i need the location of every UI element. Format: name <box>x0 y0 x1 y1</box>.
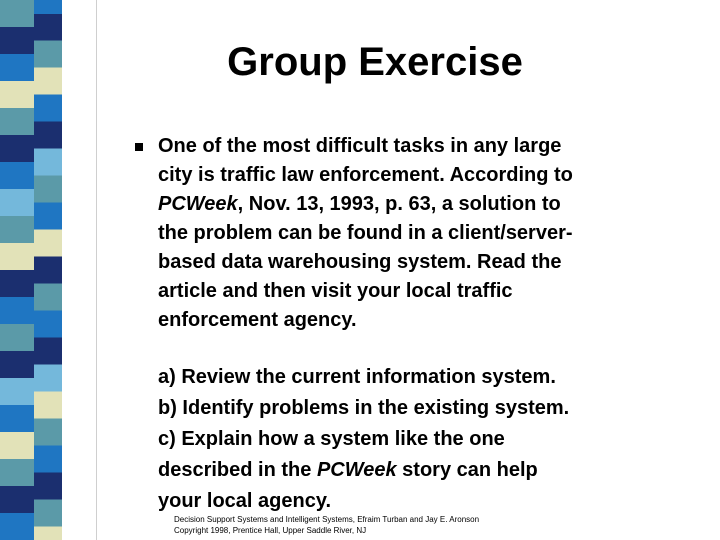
publication-name: PCWeek <box>158 193 238 215</box>
strip-block <box>34 257 62 285</box>
sub-item-b: b) Identify problems in the existing system. <box>158 397 570 419</box>
strip-block <box>0 243 34 271</box>
sub-item-a: a) Review the current information system. <box>158 366 556 388</box>
strip-block <box>0 0 34 28</box>
bullet-line: One of the most difficult tasks in any large <box>158 135 562 157</box>
strip-block <box>0 135 34 163</box>
strip-block <box>34 473 62 501</box>
strip-block <box>0 81 34 109</box>
strip-block <box>0 27 34 55</box>
strip-block <box>34 0 62 14</box>
bullet-square-icon <box>135 143 143 151</box>
strip-block <box>34 14 62 42</box>
bullet-line: city is traffic law enforcement. According to <box>158 164 573 186</box>
strip-block <box>0 270 34 298</box>
strip-block <box>0 108 34 136</box>
strip-block <box>34 230 62 258</box>
strip-block <box>34 149 62 177</box>
sub-item-c-text: story can help <box>396 459 538 481</box>
strip-block <box>0 405 34 433</box>
footer-citation <box>174 514 634 536</box>
strip-block <box>34 203 62 231</box>
strip-block <box>34 527 62 540</box>
strip-block <box>0 513 34 540</box>
sub-item-c-end: your local agency. <box>158 490 332 512</box>
strip-block <box>34 41 62 69</box>
bullet-line: article and then visit your local traffic <box>158 280 513 302</box>
bullet-line: the problem can be found in a client/server- <box>158 222 573 244</box>
bullet-line <box>158 190 698 219</box>
sub-item-c-continued <box>158 455 698 486</box>
decorative-side-strip <box>0 0 96 540</box>
strip-block <box>34 176 62 204</box>
bullet-line-rest: , Nov. 13, 1993, p. 63, a solution to <box>237 193 561 215</box>
bullet-line: based data warehousing system. Read the <box>158 251 562 273</box>
sub-item-list <box>158 362 698 517</box>
strip-block <box>0 189 34 217</box>
side-strip-graphic <box>0 0 96 540</box>
strip-block <box>34 311 62 339</box>
strip-block <box>34 500 62 528</box>
strip-block <box>34 284 62 312</box>
slide-title: Group Exercise <box>227 40 523 84</box>
strip-block <box>0 486 34 514</box>
strip-block <box>0 54 34 82</box>
strip-block <box>0 432 34 460</box>
strip-block <box>34 68 62 96</box>
strip-block <box>34 122 62 150</box>
footer-line-1: Decision Support Systems and Intelligent Systems, Efraim Turban and Jay E. Aronson <box>174 515 480 524</box>
strip-block <box>0 216 34 244</box>
strip-block <box>34 365 62 393</box>
strip-block <box>0 324 34 352</box>
strip-block <box>0 297 34 325</box>
strip-block <box>34 446 62 474</box>
publication-name: PCWeek <box>316 459 397 481</box>
strip-block <box>34 95 62 123</box>
strip-block <box>34 338 62 366</box>
strip-block <box>0 459 34 487</box>
bullet-line: enforcement agency. <box>158 309 357 331</box>
sub-item-c: c) Explain how a system like the one <box>158 428 505 450</box>
strip-block <box>0 378 34 406</box>
strip-block <box>34 392 62 420</box>
slide-divider-line <box>96 0 97 540</box>
sub-item-c-text: described in the <box>158 459 317 481</box>
bullet-paragraph <box>158 132 698 335</box>
strip-block <box>34 419 62 447</box>
strip-block <box>0 351 34 379</box>
strip-block <box>0 162 34 190</box>
footer-line-2: Copyright 1998, Prentice Hall, Upper Saddle River, NJ <box>174 526 367 535</box>
